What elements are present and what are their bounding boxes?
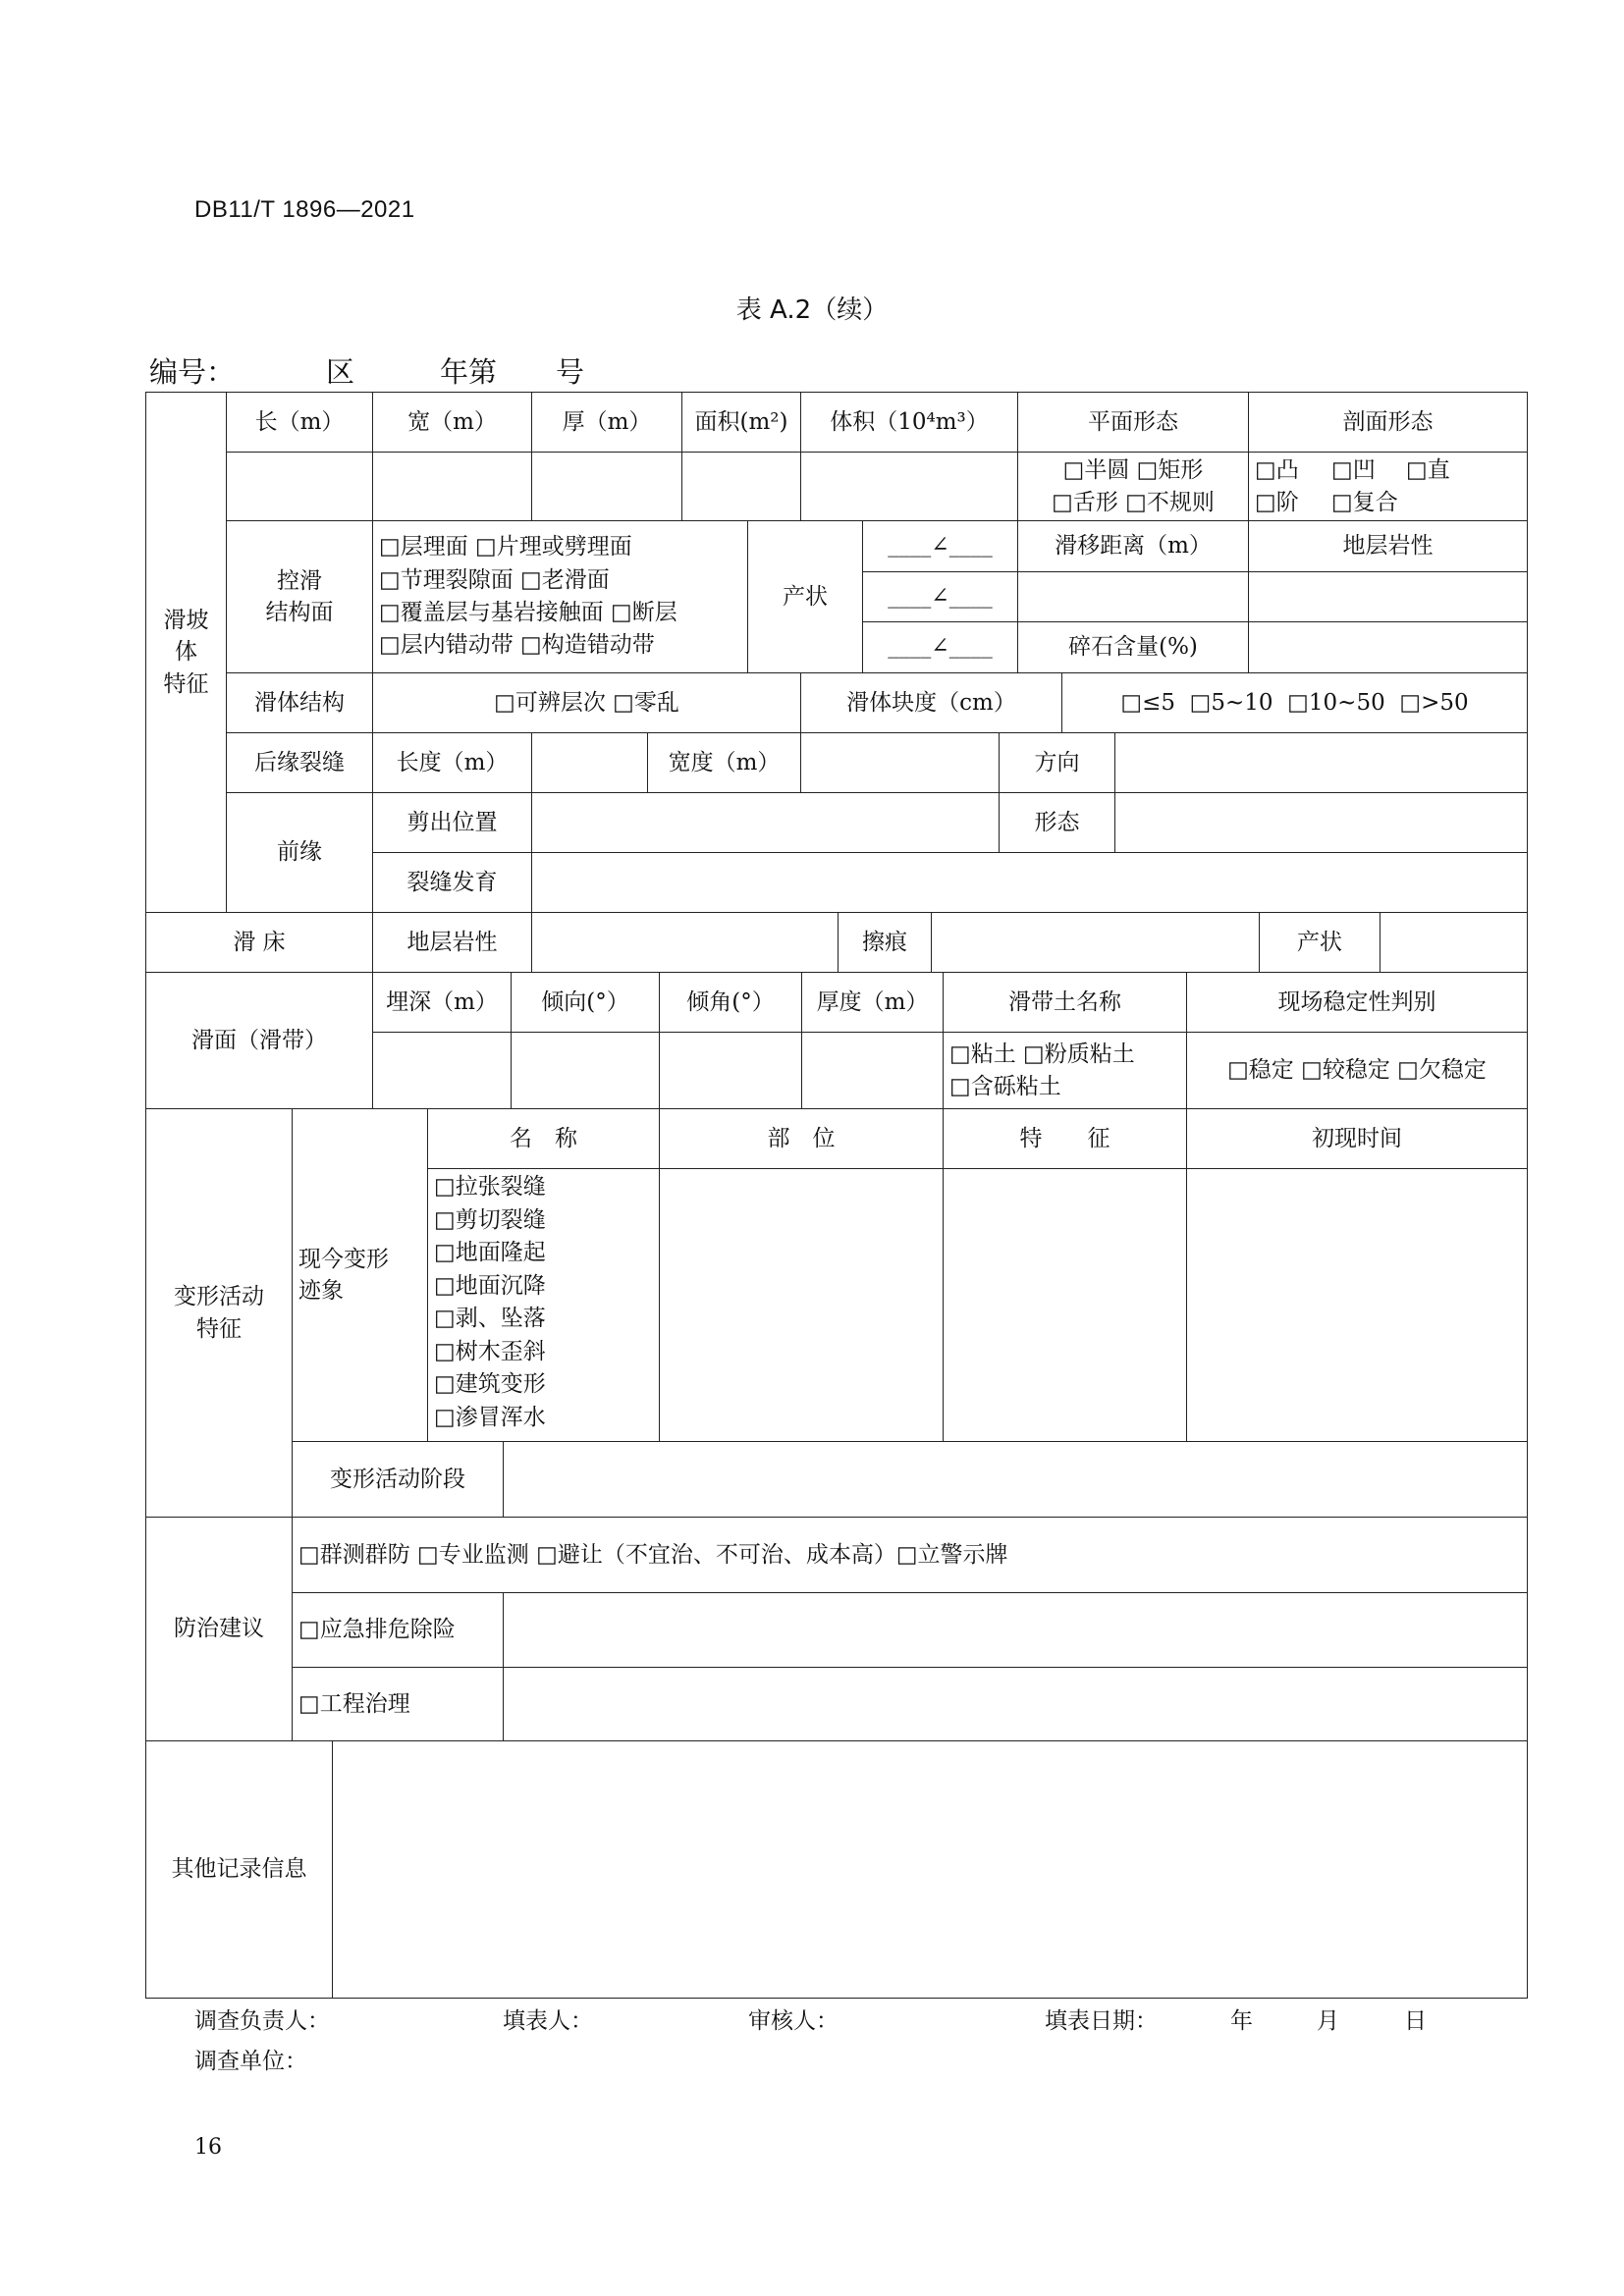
stability-label: 现场稳定性判别 xyxy=(1186,972,1528,1033)
front-form-value[interactable] xyxy=(1114,792,1528,853)
trace-label-1: 现今变形 xyxy=(298,1246,389,1272)
deform-item-subsidence[interactable]: □地面沉降 xyxy=(434,1272,546,1299)
rear-crack-direction-label: 方向 xyxy=(999,732,1115,793)
shear-position-label: 剪出位置 xyxy=(372,792,532,853)
profile-opt-convex[interactable]: □凸 xyxy=(1255,457,1299,484)
date-year: 年 xyxy=(1230,2008,1253,2034)
area-value[interactable] xyxy=(681,452,801,521)
rear-crack-label: 后缘裂缝 xyxy=(226,732,373,793)
deform-item-building-deform[interactable]: □建筑变形 xyxy=(434,1371,546,1397)
profile-opt-composite[interactable]: □复合 xyxy=(1331,489,1398,515)
deform-item-shear-crack[interactable]: □剪切裂缝 xyxy=(434,1206,546,1233)
slide-bed-strata-label: 地层岩性 xyxy=(372,912,532,973)
volume-header: 体积（10⁴m³） xyxy=(800,392,1018,453)
rear-crack-length-label: 长度（m） xyxy=(372,732,532,793)
attitude-field-3[interactable]: ____∠____ xyxy=(862,621,1018,673)
profile-opt-straight[interactable]: □直 xyxy=(1406,457,1450,484)
thickness-value[interactable] xyxy=(531,452,682,521)
ctrl-opt-fault[interactable]: □断层 xyxy=(611,600,677,625)
fill-date-label: 填表日期： xyxy=(1045,2008,1158,2034)
body-structure-label: 滑体结构 xyxy=(226,672,373,733)
serial-district: 区 xyxy=(326,355,355,389)
control-structure-options xyxy=(372,520,748,673)
rear-crack-width-label: 宽度（m） xyxy=(647,732,801,793)
width-value[interactable] xyxy=(372,452,532,521)
structure-opt-chaotic[interactable]: □零乱 xyxy=(613,689,679,716)
plan-shape-header: 平面形态 xyxy=(1017,392,1249,453)
attitude-field-2[interactable]: ____∠____ xyxy=(862,571,1018,622)
thickness-header: 厚（m） xyxy=(531,392,682,453)
soil-opt-clay[interactable]: □粘土 xyxy=(949,1041,1016,1068)
structure-opt-layered[interactable]: □可辨层次 xyxy=(494,689,606,716)
slip-surface-label: 滑面（滑带） xyxy=(145,972,373,1109)
serial-label: 编号： xyxy=(149,355,236,389)
slip-soil-options xyxy=(943,1032,1187,1109)
page-number: 16 xyxy=(194,2135,222,2160)
form-filler-label: 填表人： xyxy=(503,2008,593,2034)
deform-col-name: 名 称 xyxy=(427,1108,660,1169)
scratch-value[interactable] xyxy=(931,912,1260,973)
scratch-label: 擦痕 xyxy=(838,912,932,973)
burial-depth-label: 埋深（m） xyxy=(372,972,512,1033)
prevention-label: 防治建议 xyxy=(145,1517,293,1741)
table-title: 表 A.2（续） xyxy=(735,295,889,325)
block-size-options xyxy=(1061,672,1528,733)
current-trace-label xyxy=(292,1108,428,1442)
attitude-label: 产状 xyxy=(747,520,863,673)
ctrl-opt-bedding[interactable]: □层理面 xyxy=(379,534,468,561)
profile-shape-options xyxy=(1248,452,1528,521)
plan-opt-tongue[interactable]: □舌形 xyxy=(1052,489,1118,515)
dip-angle-label: 倾角(°） xyxy=(659,972,802,1033)
slip-soil-name-label: 滑带土名称 xyxy=(943,972,1187,1033)
crack-development-label: 裂缝发育 xyxy=(372,852,532,913)
stability-options xyxy=(1186,1032,1528,1109)
plan-opt-semicircle[interactable]: □半圆 xyxy=(1062,457,1130,484)
plan-shape-options xyxy=(1017,452,1249,521)
deform-item-falling[interactable]: □剥、坠落 xyxy=(434,1306,546,1331)
slide-bed-label: 滑 床 xyxy=(145,912,373,973)
landslide-body-section xyxy=(145,392,227,913)
profile-opt-concave[interactable]: □凹 xyxy=(1331,457,1376,484)
serial-year-no: 年第 xyxy=(440,355,498,389)
stability-opt-fairly-stable[interactable]: □较稳定 xyxy=(1301,1057,1390,1084)
section-label-line2: 体 xyxy=(175,639,197,666)
deformation-label-2: 特征 xyxy=(196,1315,242,1342)
ctrl-opt-interlayer[interactable]: □层内错动带 xyxy=(379,632,514,659)
length-header: 长（m） xyxy=(226,392,373,453)
stability-opt-unstable[interactable]: □欠稳定 xyxy=(1397,1057,1487,1084)
slip-thickness-value[interactable] xyxy=(801,1032,944,1109)
deformation-stage-label: 变形活动阶段 xyxy=(292,1441,504,1518)
deform-item-muddy-water[interactable]: □渗冒浑水 xyxy=(434,1404,546,1430)
profile-shape-header: 剖面形态 xyxy=(1248,392,1528,453)
section-label-line3: 特征 xyxy=(163,670,209,697)
deformation-item-list xyxy=(427,1168,660,1442)
rear-crack-length-value[interactable] xyxy=(531,732,648,793)
ctrl-opt-schistosity[interactable]: □片理或劈理面 xyxy=(475,534,632,561)
front-form-label: 形态 xyxy=(999,792,1115,853)
attitude-field-1[interactable]: ____∠____ xyxy=(862,520,1018,572)
crack-development-value[interactable] xyxy=(531,852,1528,913)
slide-distance-value[interactable] xyxy=(1017,571,1249,622)
plan-opt-rectangle[interactable]: □矩形 xyxy=(1136,457,1204,484)
prevention-row1[interactable]: □群测群防 □专业监测 □避让（不宜治、不可治、成本高）□立警示牌 xyxy=(292,1517,1528,1593)
deform-item-tension-crack[interactable]: □拉张裂缝 xyxy=(434,1174,546,1200)
slide-bed-attitude-label: 产状 xyxy=(1259,912,1380,973)
document-code: DB11/T 1896—2021 xyxy=(194,196,415,223)
deform-item-uplift[interactable]: □地面隆起 xyxy=(434,1240,546,1265)
emergency-measure-value[interactable] xyxy=(503,1592,1528,1668)
deformation-section-label xyxy=(145,1108,293,1518)
engineering-treatment-value[interactable] xyxy=(503,1667,1528,1741)
strata-label: 地层岩性 xyxy=(1248,520,1528,572)
block-size-label: 滑体块度（cm） xyxy=(800,672,1062,733)
front-edge-label: 前缘 xyxy=(226,792,373,913)
serial-number: 号 xyxy=(556,355,585,389)
deform-col-part: 部 位 xyxy=(659,1108,944,1169)
survey-leader-label: 调查负责人： xyxy=(194,2008,330,2034)
block-opt-10-50[interactable]: □10~50 xyxy=(1287,689,1385,716)
slip-thickness-label: 厚度（m） xyxy=(801,972,944,1033)
profile-opt-stepped[interactable]: □阶 xyxy=(1255,489,1299,515)
stability-opt-stable[interactable]: □稳定 xyxy=(1227,1057,1294,1084)
gravel-content-value[interactable] xyxy=(1248,621,1528,673)
reviewer-label: 审核人： xyxy=(748,2008,839,2034)
deformation-stage-value[interactable] xyxy=(503,1441,1528,1518)
deformation-label-1: 变形活动 xyxy=(174,1284,264,1310)
slide-bed-strata-value[interactable] xyxy=(531,912,839,973)
deform-part-value[interactable] xyxy=(659,1168,944,1442)
section-label-line1: 滑坡 xyxy=(163,608,209,634)
other-info-value[interactable] xyxy=(332,1740,1528,1999)
date-day: 日 xyxy=(1404,2008,1427,2034)
engineering-treatment-label[interactable]: □工程治理 xyxy=(292,1667,504,1741)
deform-col-feature: 特 征 xyxy=(943,1108,1187,1169)
ctrl-opt-old-slip[interactable]: □老滑面 xyxy=(520,566,610,593)
length-value[interactable] xyxy=(226,452,373,521)
dip-angle-value[interactable] xyxy=(659,1032,802,1109)
volume-value[interactable] xyxy=(800,452,1018,521)
area-header: 面积(m²) xyxy=(681,392,801,453)
deform-feature-value[interactable] xyxy=(943,1168,1187,1442)
other-info-label: 其他记录信息 xyxy=(145,1740,333,1999)
soil-opt-silty-clay[interactable]: □粉质粘土 xyxy=(1023,1041,1135,1068)
control-label-1: 控滑 xyxy=(277,567,322,594)
slide-distance-label: 滑移距离（m） xyxy=(1017,520,1249,572)
deform-col-first-time: 初现时间 xyxy=(1186,1108,1528,1169)
slide-bed-attitude-value[interactable] xyxy=(1380,912,1528,973)
control-label-2: 结构面 xyxy=(265,600,334,625)
survey-unit-label: 调查单位： xyxy=(194,2049,307,2074)
block-opt-le5[interactable]: □≤5 xyxy=(1120,689,1176,716)
burial-depth-value[interactable] xyxy=(372,1032,512,1109)
control-structure-label xyxy=(226,520,373,673)
ctrl-opt-tectonic[interactable]: □构造错动带 xyxy=(520,632,655,659)
rear-crack-direction-value[interactable] xyxy=(1114,732,1528,793)
ctrl-opt-joint[interactable]: □节理裂隙面 xyxy=(379,566,514,593)
block-opt-gt50[interactable]: □>50 xyxy=(1399,689,1469,716)
ctrl-opt-contact[interactable]: □覆盖层与基岩接触面 xyxy=(379,600,604,625)
deform-item-tree-tilt[interactable]: □树木歪斜 xyxy=(434,1338,546,1364)
emergency-measure-label[interactable]: □应急排危除险 xyxy=(292,1592,504,1668)
date-month: 月 xyxy=(1317,2008,1339,2034)
soil-opt-gravelly-clay[interactable]: □含砾粘土 xyxy=(949,1073,1061,1099)
trace-label-2: 迹象 xyxy=(298,1278,344,1304)
strata-value[interactable] xyxy=(1248,571,1528,622)
gravel-content-label: 碎石含量(%) xyxy=(1017,621,1249,673)
width-header: 宽（m） xyxy=(372,392,532,453)
dip-direction-value[interactable] xyxy=(511,1032,660,1109)
plan-opt-irregular[interactable]: □不规则 xyxy=(1125,489,1215,515)
deform-first-time-value[interactable] xyxy=(1186,1168,1528,1442)
body-structure-options xyxy=(372,672,801,733)
shear-position-value[interactable] xyxy=(531,792,1000,853)
block-opt-5-10[interactable]: □5~10 xyxy=(1189,689,1273,716)
rear-crack-width-value[interactable] xyxy=(800,732,1000,793)
dip-direction-label: 倾向(°） xyxy=(511,972,660,1033)
